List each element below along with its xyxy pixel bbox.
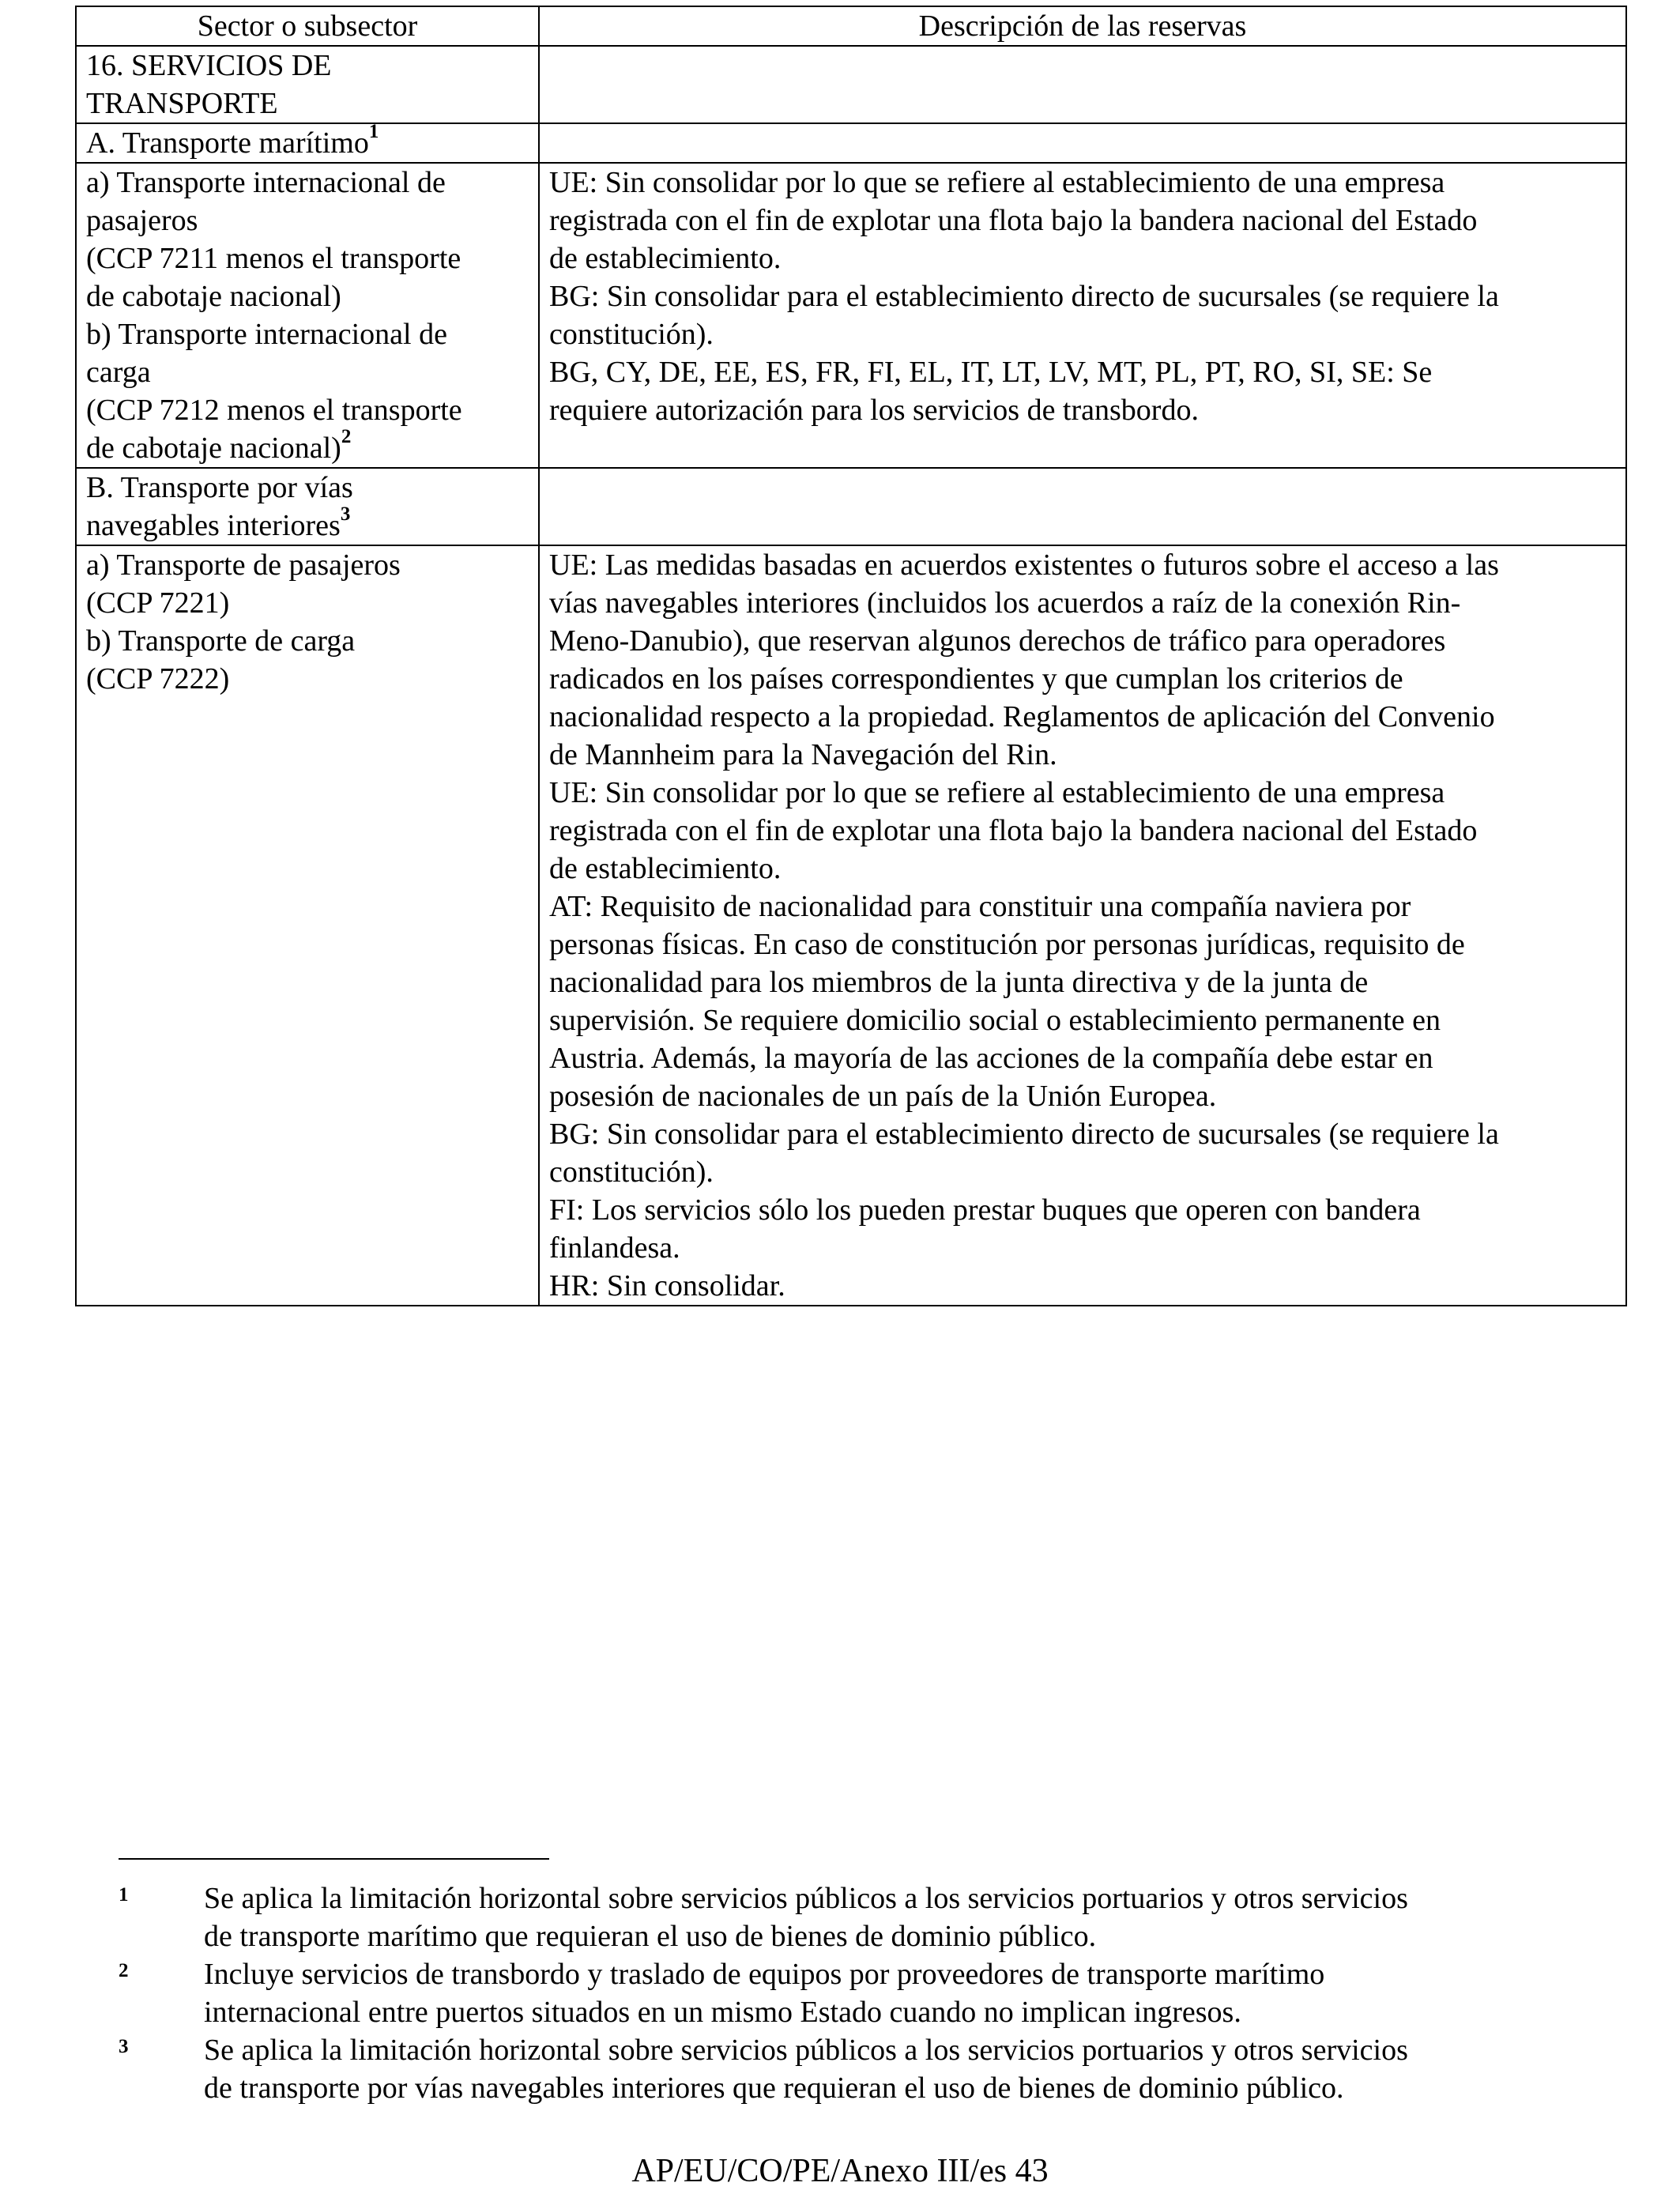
- sector-line: a) Transporte de pasajeros: [86, 548, 401, 582]
- sector-cell: [76, 545, 539, 1306]
- sector-cell: [76, 163, 539, 468]
- table-row: [76, 545, 1626, 1306]
- footnote-line: de transporte por vías navegables interiores que requieran el uso de bienes de dominio público.: [204, 2071, 1344, 2105]
- sector-line: (CCP 7212 menos el transporte: [86, 394, 462, 427]
- page-footer: AP/EU/CO/PE/Anexo III/es 43: [631, 2153, 1049, 2189]
- description-cell: [539, 163, 1626, 468]
- description-line: de Mannheim para la Navegación del Rin.: [549, 738, 1057, 771]
- footnote-line: Se aplica la limitación horizontal sobre servicios públicos a los servicios portuarios y otros servicios: [204, 2034, 1408, 2067]
- table-row: [76, 163, 1626, 468]
- sector-line: (CCP 7222): [86, 662, 230, 696]
- table-row: [76, 123, 1626, 163]
- header-description: Descripción de las reservas: [539, 6, 1626, 46]
- description-line: vías navegables interiores (incluidos los acuerdos a raíz de la conexión Rin-: [549, 586, 1461, 620]
- description-line: de establecimiento.: [549, 852, 782, 885]
- description-line: registrada con el fin de explotar una flota bajo la bandera nacional del Estado: [549, 814, 1478, 847]
- description-line: Meno-Danubio), que reservan algunos derechos de tráfico para operadores: [549, 624, 1446, 658]
- footnote-text: [204, 1879, 1610, 1955]
- description-line: UE: Sin consolidar por lo que se refiere al establecimiento de una empresa: [549, 166, 1445, 199]
- sector-line: [86, 426, 529, 467]
- sector-line: 16. SERVICIOS DE: [86, 49, 332, 82]
- description-line: Austria. Además, la mayoría de las acciones de la compañía debe estar en: [549, 1042, 1433, 1075]
- footnote-ref: 2: [341, 426, 352, 447]
- description-line: HR: Sin consolidar.: [549, 1269, 785, 1302]
- sector-text: navegables interiores: [86, 509, 341, 542]
- sector-line: [86, 503, 529, 545]
- sector-line: [86, 121, 529, 162]
- sector-line: de cabotaje nacional): [86, 280, 341, 313]
- description-line: supervisión. Se requiere domicilio social o establecimiento permanente en: [549, 1004, 1441, 1037]
- sector-line: B. Transporte por vías: [86, 471, 353, 504]
- description-line: constitución).: [549, 318, 714, 351]
- description-cell: [539, 123, 1626, 163]
- table-row: [76, 468, 1626, 545]
- footnote-ref: 1: [368, 121, 379, 142]
- header-sector: Sector o subsector: [76, 6, 539, 46]
- footnote-number: 1: [119, 1884, 129, 1906]
- footnote-number: 2: [119, 1960, 129, 1981]
- footnote-text: [204, 2031, 1610, 2107]
- footnote-ref: 3: [340, 503, 351, 525]
- description-line: de establecimiento.: [549, 242, 782, 275]
- description-line: posesión de nacionales de un país de la Unión Europea.: [549, 1080, 1217, 1113]
- sector-cell: [76, 46, 539, 123]
- sector-line: (CCP 7211 menos el transporte: [86, 242, 461, 275]
- description-line: AT: Requisito de nacionalidad para constituir una compañía naviera por: [549, 890, 1411, 923]
- description-line: finlandesa.: [549, 1231, 680, 1265]
- description-line: BG: Sin consolidar para el establecimiento directo de sucursales (se requiere la: [549, 280, 1499, 313]
- description-line: UE: Sin consolidar por lo que se refiere al establecimiento de una empresa: [549, 776, 1445, 809]
- table-header-row: [76, 6, 1626, 46]
- sector-line: b) Transporte internacional de: [86, 318, 447, 351]
- footnote-number: 3: [119, 2036, 129, 2057]
- description-line: constitución).: [549, 1155, 714, 1189]
- footnote-line: internacional entre puertos situados en un mismo Estado cuando no implican ingresos.: [204, 1996, 1241, 2029]
- description-cell: [539, 468, 1626, 545]
- description-cell: [539, 46, 1626, 123]
- description-line: BG, CY, DE, EE, ES, FR, FI, EL, IT, LT, LV, MT, PL, PT, RO, SI, SE: Se: [549, 356, 1433, 389]
- sector-line: a) Transporte internacional de: [86, 166, 446, 199]
- footnote-divider: [119, 1858, 549, 1860]
- description-line: requiere autorización para los servicios de transbordo.: [549, 394, 1199, 427]
- sector-line: (CCP 7221): [86, 586, 230, 620]
- footnote-text: [204, 1955, 1610, 2031]
- table-row: [76, 46, 1626, 123]
- sector-line: TRANSPORTE: [86, 87, 278, 120]
- description-line: BG: Sin consolidar para el establecimiento directo de sucursales (se requiere la: [549, 1118, 1499, 1151]
- sector-line: b) Transporte de carga: [86, 624, 356, 658]
- description-line: personas físicas. En caso de constitución por personas jurídicas, requisito de: [549, 928, 1465, 961]
- footnote-line: de transporte marítimo que requieran el uso de bienes de dominio público.: [204, 1920, 1097, 1953]
- sector-cell: [76, 468, 539, 545]
- footnote-line: Incluye servicios de transbordo y traslado de equipos por proveedores de transporte marítimo: [204, 1958, 1325, 1991]
- sector-cell: [76, 123, 539, 163]
- sector-text: de cabotaje nacional): [86, 432, 341, 465]
- sector-text: A. Transporte marítimo: [86, 126, 369, 160]
- sector-line: carga: [86, 356, 151, 389]
- footnote-line: Se aplica la limitación horizontal sobre servicios públicos a los servicios portuarios y otros servicios: [204, 1882, 1408, 1915]
- description-cell: [539, 545, 1626, 1306]
- description-line: FI: Los servicios sólo los pueden prestar buques que operen con bandera: [549, 1193, 1421, 1227]
- description-line: nacionalidad respecto a la propiedad. Reglamentos de aplicación del Convenio: [549, 700, 1495, 733]
- reservations-table: [75, 6, 1627, 1306]
- description-line: nacionalidad para los miembros de la junta directiva y de la junta de: [549, 966, 1369, 999]
- sector-line: pasajeros: [86, 204, 198, 237]
- description-line: UE: Las medidas basadas en acuerdos existentes o futuros sobre el acceso a las: [549, 548, 1499, 582]
- description-line: registrada con el fin de explotar una flota bajo la bandera nacional del Estado: [549, 204, 1478, 237]
- description-line: radicados en los países correspondientes y que cumplan los criterios de: [549, 662, 1403, 696]
